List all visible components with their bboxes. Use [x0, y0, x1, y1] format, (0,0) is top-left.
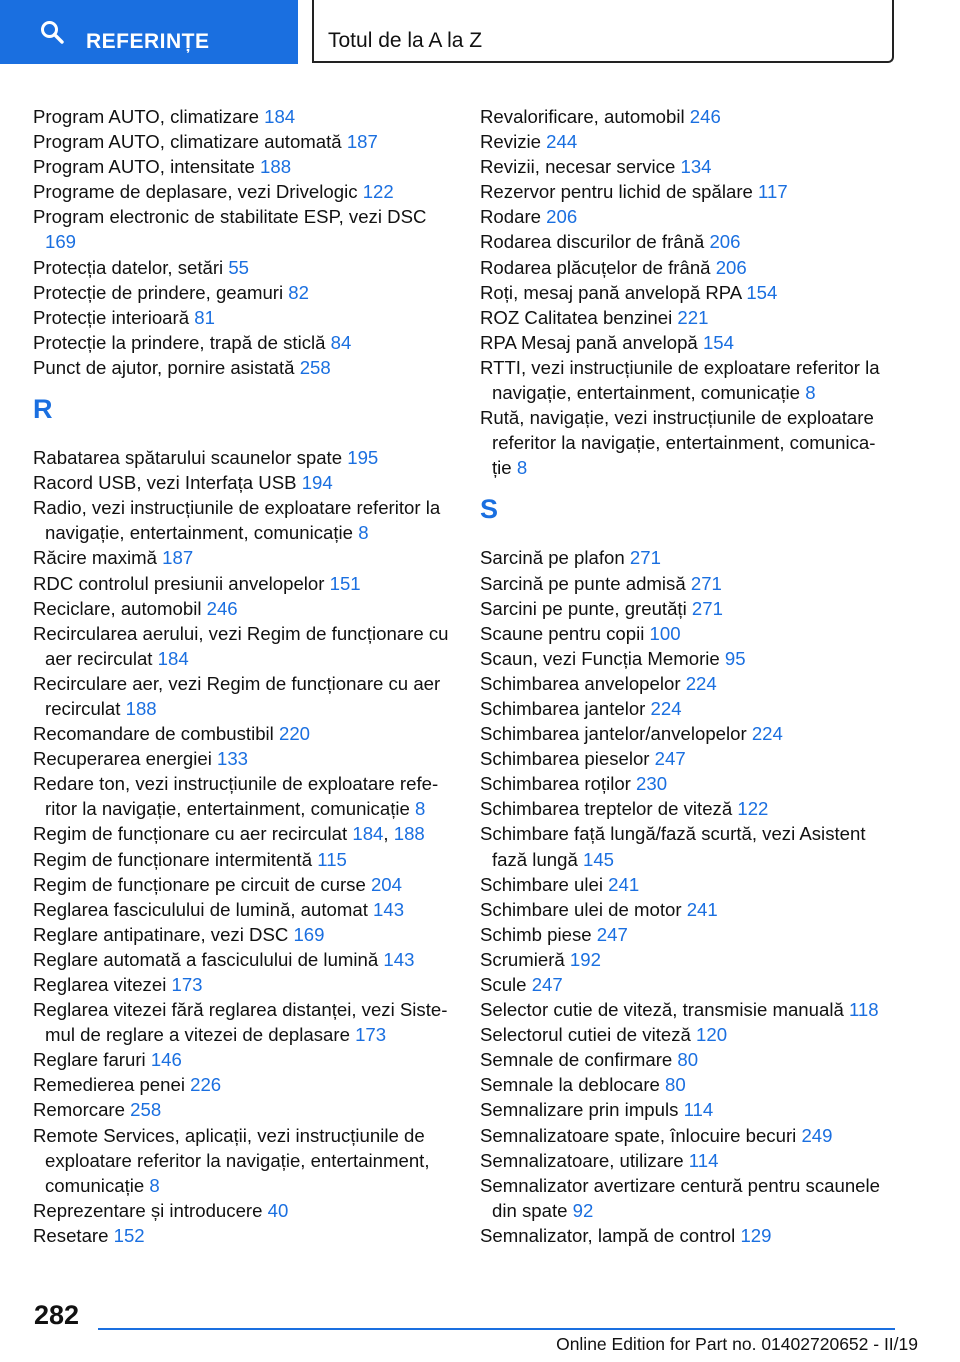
- index-entry-text: Programe de deplasare, vezi Drivelogic: [33, 181, 358, 203]
- index-entry: [480, 821, 895, 871]
- page-link[interactable]: 8: [358, 522, 369, 544]
- index-entry: [480, 571, 895, 596]
- index-entry-text: Recomandare de combustibil: [33, 723, 274, 745]
- index-entry: [480, 129, 895, 154]
- index-entry: [480, 771, 895, 796]
- index-entry-text: Program AUTO, climatizare: [33, 106, 259, 127]
- index-entry: [480, 545, 895, 570]
- index-entry-text: Schimbare ulei de motor: [480, 898, 682, 920]
- index-entry: [480, 229, 895, 254]
- index-entry-text: Racord USB, vezi Interfața USB: [33, 472, 297, 494]
- page-number: 282: [34, 1300, 80, 1330]
- index-entry: [33, 1198, 453, 1223]
- search-icon: [40, 20, 64, 44]
- page-link[interactable]: 114: [688, 1149, 719, 1171]
- index-entry-text: Rodarea plăcuțelor de frână: [480, 256, 711, 278]
- index-entry-text: Resetare: [33, 1224, 109, 1246]
- index-entry: [480, 721, 895, 746]
- index-entry: [480, 1097, 895, 1122]
- index-entry-text: Recuperarea energiei: [33, 748, 212, 770]
- page-link[interactable]: 129: [740, 1224, 772, 1246]
- page-link[interactable]: 221: [677, 306, 709, 328]
- index-entry: [480, 330, 895, 355]
- page-link[interactable]: 80: [665, 1074, 686, 1096]
- index-entry-text: Program AUTO, climatizare automată: [33, 131, 342, 153]
- index-entry-text: Scule: [480, 974, 527, 995]
- page-link[interactable]: 154: [746, 281, 778, 303]
- page-link[interactable]: 188: [260, 156, 292, 178]
- index-entry-text: Recircularea aerului, vezi Regim de funcționare cu aer recirculat: [33, 622, 449, 669]
- index-entry-text: Protecție de prindere, geamuri: [33, 281, 284, 303]
- page-link[interactable]: 122: [737, 798, 769, 820]
- index-entry-text: Schimb piese: [480, 923, 592, 945]
- index-entry: [480, 972, 895, 997]
- tab-references-label: REFERINȚE: [86, 30, 210, 53]
- page-link[interactable]: 206: [709, 231, 741, 253]
- page-link[interactable]: 84: [330, 331, 352, 353]
- page-link[interactable]: 258: [130, 1099, 162, 1121]
- index-entry-text: Program AUTO, intensitate: [33, 156, 255, 178]
- index-entry-text: Revizii, necesar service: [480, 156, 676, 178]
- index-entry: [33, 330, 453, 355]
- page-link[interactable]: 40: [267, 1199, 289, 1221]
- index-entry: [33, 495, 453, 545]
- page-link[interactable]: 188: [125, 697, 157, 719]
- page-link[interactable]: 224: [751, 723, 783, 745]
- page-link[interactable]: 154: [702, 331, 734, 353]
- index-entry-text: Reglare automată a fasciculului de lumină: [33, 948, 379, 970]
- page-link[interactable]: 226: [190, 1074, 222, 1096]
- index-entry-text: Sarcină pe plafon: [480, 547, 625, 569]
- index-entry: [33, 596, 453, 621]
- index-entry: [33, 204, 453, 254]
- index-entry: [480, 204, 895, 229]
- index-entry: [480, 596, 895, 621]
- page-link[interactable]: 271: [690, 572, 722, 594]
- page-link[interactable]: 244: [546, 131, 578, 153]
- index-entry: [33, 671, 453, 721]
- page-link[interactable]: 8: [516, 457, 528, 479]
- page-link[interactable]: 194: [301, 472, 333, 494]
- index-entry: [33, 897, 453, 922]
- index-entry-text: Rodare: [480, 206, 541, 228]
- index-entry: [33, 1123, 453, 1198]
- page-link[interactable]: 100: [649, 622, 681, 644]
- index-entry-text: Reglare faruri: [33, 1049, 146, 1071]
- index-entry: [480, 997, 895, 1022]
- footer-edition: Online Edition for Part no. 01402720652 - II/19: [556, 1334, 918, 1354]
- page-link[interactable]: 134: [680, 156, 712, 178]
- index-entry-text: Reprezentare și introducere: [33, 1199, 263, 1221]
- index-entry: [480, 872, 895, 897]
- index-entry: [480, 1022, 895, 1047]
- index-entry-text: Radio, vezi instrucțiunile de exploatare referitor la navigație, entertainment, comunicație: [33, 497, 441, 544]
- page-link[interactable]: 184: [157, 647, 189, 669]
- index-entry-text: Sarcină pe punte admisă: [480, 572, 686, 594]
- index-entry: [33, 470, 453, 495]
- index-entry: [480, 1123, 895, 1148]
- page-link[interactable]: 122: [362, 181, 394, 203]
- page-link[interactable]: 82: [288, 281, 309, 303]
- index-entry: [480, 922, 895, 947]
- page-link[interactable]: 247: [531, 974, 563, 995]
- page-link[interactable]: 173: [355, 1024, 387, 1046]
- tab-a-to-z-label: Totul de la A la Z: [328, 29, 483, 52]
- index-entry: [480, 1148, 895, 1173]
- index-entry: [33, 847, 453, 872]
- index-entry-text: Selector cutie de viteză, transmisie manuală: [480, 999, 844, 1021]
- page-link[interactable]: 192: [569, 948, 601, 970]
- index-entry: [480, 104, 895, 129]
- index-entry-text: Semnalizator, lampă de control: [480, 1224, 736, 1246]
- page-link[interactable]: 184: [264, 106, 296, 127]
- page-link[interactable]: 206: [546, 206, 578, 228]
- index-entry: [480, 696, 895, 721]
- index-entry: [33, 1047, 453, 1072]
- tab-a-to-z[interactable]: [312, 0, 894, 63]
- index-entry-text: Rezervor pentru lichid de spălare: [480, 181, 753, 203]
- index-entry: [480, 255, 895, 280]
- page-link[interactable]: 224: [650, 697, 682, 719]
- page-link[interactable]: 206: [715, 256, 747, 278]
- index-entry: [33, 1097, 453, 1122]
- index-entry-text: Schimbarea anvelopelor: [480, 672, 681, 694]
- index-entry: [33, 255, 453, 280]
- index-entry-text: Semnale de confirmare: [480, 1049, 673, 1071]
- index-entry: [33, 922, 453, 947]
- page-link[interactable]: 224: [685, 672, 717, 694]
- index-entry: [33, 721, 453, 746]
- page-link[interactable]: 246: [689, 106, 721, 127]
- index-entry-text: Reglare antipatinare, vezi DSC: [33, 923, 289, 945]
- index-entry-text: Regim de funcționare pe circuit de curse: [33, 873, 366, 895]
- index-entry: [480, 355, 895, 405]
- index-entry: [480, 1047, 895, 1072]
- index-entry: [33, 571, 453, 596]
- index-entry-text: Semnalizatoare spate, înlocuire becuri: [480, 1124, 797, 1146]
- index-entry: [33, 1072, 453, 1097]
- index-entry-text: Reciclare, automobil: [33, 597, 202, 619]
- page-link[interactable]: 220: [278, 723, 311, 745]
- index-entry-text: Recirculare aer, vezi Regim de funcționare cu aer recirculat: [33, 672, 441, 719]
- index-entry-text: Schimbare ulei: [480, 873, 603, 895]
- index-entry: [480, 947, 895, 972]
- index-entry-text: Schimbarea pieselor: [480, 748, 650, 770]
- index-entry: [33, 1223, 453, 1248]
- section-letter: S: [480, 494, 499, 525]
- index-entry: [480, 796, 895, 821]
- index-entry-text: RTTI, vezi instrucțiunile de exploatare referitor la navigație, entertainment, comunicație: [480, 356, 880, 404]
- index-entry-text: Remedierea penei: [33, 1074, 185, 1096]
- index-entry: [33, 355, 453, 380]
- index-entry: [480, 1223, 895, 1248]
- index-entry: [480, 621, 895, 646]
- page-link[interactable]: 120: [696, 1024, 728, 1046]
- index-entry: [33, 771, 453, 821]
- index-entry-text: Reglarea vitezei: [33, 974, 167, 995]
- index-entry: [33, 621, 453, 671]
- index-entry-text: RPA Mesaj pană anvelopă: [480, 331, 698, 353]
- page-link[interactable]: 151: [329, 572, 361, 594]
- index-entry: [33, 129, 453, 154]
- index-entry-text: Schimbarea roților: [480, 773, 631, 795]
- page-link[interactable]: 117: [758, 181, 788, 203]
- page-link[interactable]: 114: [683, 1099, 714, 1121]
- index-entry: [33, 280, 453, 305]
- index-entry: [33, 746, 453, 771]
- index-entry: [33, 104, 453, 129]
- page-link[interactable]: 247: [654, 748, 686, 770]
- index-entry: [480, 1173, 895, 1223]
- index-entry-text: Schimbare față lungă/fază scurtă, vezi Asistent fază lungă: [480, 823, 866, 870]
- index-entry-text: Schimbarea jantelor/anvelopelor: [480, 723, 747, 745]
- index-entry-text: Remorcare: [33, 1099, 125, 1121]
- footer-divider: [98, 1328, 895, 1330]
- index-entry: [33, 972, 453, 997]
- index-entry-text: Semnale la deblocare: [480, 1074, 660, 1096]
- index-entry-text: Rabatarea spătarului scaunelor spate: [33, 447, 343, 469]
- index-entry-text: Protecție interioară: [33, 306, 190, 328]
- index-entry: [480, 746, 895, 771]
- index-entry: [33, 947, 453, 972]
- index-entry-text: ROZ Calitatea benzinei: [480, 306, 673, 328]
- index-entry-text: Revalorificare, automobil: [480, 106, 685, 127]
- page-link[interactable]: 246: [206, 597, 238, 619]
- page-link[interactable]: 8: [805, 382, 816, 404]
- index-entry: [480, 280, 895, 305]
- index-entry: Regim de funcționare cu aer recirculat 184, 188: [33, 823, 425, 845]
- index-entry-text: Răcire maximă: [33, 547, 157, 569]
- index-entry-text: Scaune pentru copii: [480, 622, 645, 644]
- index-entry-text: Reglarea fasciculului de lumină, automat: [33, 898, 368, 920]
- index-entry-text: Scrumieră: [480, 948, 565, 970]
- page-link[interactable]: 145: [582, 848, 615, 870]
- index-entry-text: Revizie: [480, 131, 541, 153]
- index-entry: [33, 545, 453, 570]
- index-entry: [480, 897, 895, 922]
- page-link[interactable]: 95: [724, 647, 746, 669]
- index-entry: [480, 179, 895, 204]
- index-entry: [480, 154, 895, 179]
- page-link[interactable]: 146: [150, 1049, 182, 1071]
- page-link[interactable]: 118: [848, 999, 879, 1021]
- page-link[interactable]: 187: [162, 547, 194, 569]
- page-link[interactable]: 169: [45, 231, 77, 253]
- index-entry: [33, 872, 453, 897]
- section-letter: R: [33, 394, 53, 425]
- page-link[interactable]: 188: [393, 823, 425, 845]
- index-entry: [480, 305, 895, 330]
- index-entry-text: Program electronic de stabilitate ESP, vezi DSC: [33, 206, 427, 228]
- page-link[interactable]: 169: [293, 923, 325, 945]
- index-entry: [33, 305, 453, 330]
- page-link[interactable]: 204: [370, 873, 402, 895]
- index-entry: [480, 405, 895, 480]
- header: [0, 0, 960, 66]
- page-link[interactable]: 152: [113, 1224, 145, 1246]
- index-entry: [480, 671, 895, 696]
- page-link[interactable]: 258: [299, 356, 331, 378]
- page-link[interactable]: 80: [677, 1049, 699, 1071]
- page-link[interactable]: 81: [194, 306, 215, 328]
- page-link[interactable]: 249: [801, 1124, 833, 1146]
- index-entry-text: Redare ton, vezi instrucțiunile de exploatare refe-ritor la navigație, entertainment, comunicație: [33, 773, 439, 820]
- index-entry: [33, 445, 453, 470]
- page-link[interactable]: 241: [686, 898, 718, 920]
- page-link[interactable]: 184: [352, 823, 384, 845]
- index-entry-text: Schimbarea treptelor de viteză: [480, 798, 733, 820]
- page-link[interactable]: 173: [171, 974, 203, 995]
- tab-references[interactable]: [0, 0, 298, 64]
- page-link[interactable]: 115: [317, 848, 347, 870]
- index-entry-text: Semnalizare prin impuls: [480, 1099, 679, 1121]
- index-entry-text: Roți, mesaj pană anvelopă RPA: [480, 281, 742, 303]
- page-link[interactable]: 8: [149, 1174, 160, 1196]
- page-link[interactable]: 271: [629, 547, 661, 569]
- index-entry-text: Semnalizatoare, utilizare: [480, 1149, 684, 1171]
- index-entry-text: Protecție la prindere, trapă de sticlă: [33, 331, 326, 353]
- page-link[interactable]: 55: [228, 256, 250, 278]
- index-entry: [33, 179, 453, 204]
- page-link[interactable]: 271: [691, 597, 723, 619]
- index-entry-text: Schimbarea jantelor: [480, 697, 646, 719]
- index-entry-text: Semnalizator avertizare centură pentru scaunele din spate: [480, 1174, 880, 1221]
- index-entry: [480, 646, 895, 671]
- index-entry-text: Reglarea vitezei fără reglarea distanței, vezi Siste-mul de reglare a vitezei de deplasare: [33, 999, 448, 1046]
- page-link[interactable]: 230: [636, 773, 668, 795]
- page-link[interactable]: 8: [415, 798, 426, 820]
- index-entry-text: Punct de ajutor, pornire asistată: [33, 356, 295, 378]
- page-link[interactable]: 92: [572, 1199, 594, 1221]
- page-link[interactable]: 133: [217, 748, 249, 770]
- index-entry-text: Protecția datelor, setări: [33, 256, 224, 278]
- index-column-left: [33, 104, 453, 1248]
- index-entry: [480, 1072, 895, 1097]
- index-entry-text: Scaun, vezi Funcția Memorie: [480, 647, 720, 669]
- index-column-right: [480, 104, 895, 1248]
- page-link[interactable]: 187: [346, 131, 378, 153]
- page-link[interactable]: 143: [373, 898, 405, 920]
- index-entry: [33, 997, 453, 1047]
- page-link[interactable]: 195: [347, 447, 379, 469]
- page-link[interactable]: 143: [383, 948, 415, 970]
- index-entry-text: Rodarea discurilor de frână: [480, 231, 705, 253]
- index-entry-text: Rută, navigație, vezi instrucțiunile de exploatare referitor la navigație, entertainment, comunica-ție: [480, 407, 876, 479]
- index-entry-text: Remote Services, aplicații, vezi instrucțiunile de exploatare referitor la navigație, entertainment, comunicație: [33, 1124, 430, 1196]
- index-entry: [33, 154, 453, 179]
- index-entry-text: Sarcini pe punte, greutăți: [480, 597, 687, 619]
- page-link[interactable]: 247: [596, 923, 628, 945]
- index-entry-text: Regim de funcționare cu aer recirculat: [33, 823, 348, 845]
- index-entry-text: Regim de funcționare intermitentă: [33, 848, 313, 870]
- index-entry-text: Selectorul cutiei de viteză: [480, 1024, 691, 1046]
- index-entry-text: RDC controlul presiunii anvelopelor: [33, 572, 325, 594]
- page-link[interactable]: 241: [608, 873, 640, 895]
